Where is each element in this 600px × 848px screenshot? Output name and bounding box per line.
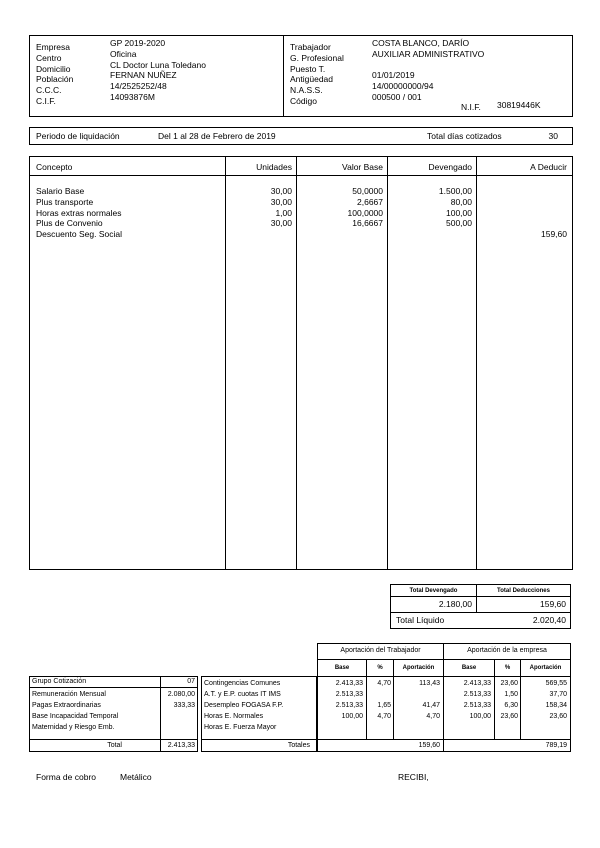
total-accrued-value: 2.180,00 (438, 599, 472, 609)
worker-amount: 41,47 (422, 702, 440, 709)
concept-deduct-value: 159,60 (541, 229, 567, 240)
concept-accrued-value: 1.500,00 (438, 186, 472, 196)
value-centro: Oficina (110, 48, 137, 59)
sub-header-company-base: Base (461, 665, 477, 671)
concept-base-value: 2,6667 (357, 196, 383, 207)
concept-deduct-value (477, 186, 567, 197)
concept-unit: 30,00 (270, 218, 292, 229)
company-base (444, 722, 491, 733)
header-unidades: Unidades (256, 162, 292, 172)
value-poblacion: FERNAN NUÑEZ (110, 70, 177, 81)
value-nass: 14/00000000/94 (372, 81, 434, 92)
left-row-label: Maternidad y Riesgo Emb. (32, 724, 115, 731)
concept-accrued-value: 100,00 (446, 207, 472, 218)
concept-unit: 1,00 (275, 207, 292, 218)
concept-base-value: 100,0000 (347, 207, 383, 218)
left-row-value: 333,33 (173, 702, 195, 709)
concept-unit (226, 229, 292, 240)
company-amount: 158,34 (545, 702, 567, 709)
value-trabajador: COSTA BLANCO, DARÍO (372, 38, 470, 48)
worker-pct: 4,70 (377, 680, 391, 687)
totales-label: Totales (287, 742, 310, 749)
value-antiguedad: 01/01/2019 (372, 70, 415, 81)
worker-pct (367, 722, 391, 733)
concept-accrued-value: 500,00 (446, 218, 472, 229)
concept-deduct-value (477, 218, 567, 229)
left-row-label: Remuneración Mensual (32, 691, 106, 698)
contribution-left-values (161, 689, 195, 733)
company-amount: 23,60 (549, 713, 567, 720)
net-value: 2.020,40 (532, 615, 566, 625)
concept-name: Plus transporte (36, 196, 94, 207)
value-puesto (372, 60, 484, 71)
worker-pct: 4,70 (377, 713, 391, 720)
company-pct: 23,60 (500, 680, 518, 687)
concept-name: Descuento Seg. Social (36, 229, 122, 240)
sub-header-company-pct: % (504, 665, 511, 671)
value-cif: 14093876M (110, 91, 155, 102)
payment-label: Forma de cobro (36, 772, 96, 782)
nif-label: N.I.F. (461, 102, 481, 112)
contributions-line-1 (317, 659, 571, 660)
contingency-label: A.T. y E.P. cuotas IT IMS (204, 691, 281, 698)
contingency-label: Desempleo FOGASA F.P. (204, 702, 284, 709)
company-amount-col (521, 678, 567, 733)
days-label: Total días cotizados (427, 131, 502, 141)
left-row-value (161, 711, 195, 722)
concepts-header-line (29, 175, 573, 176)
concept-deduct (477, 186, 567, 240)
concept-unit: 30,00 (270, 186, 292, 196)
worker-base: 2.513,33 (335, 702, 363, 709)
net-label: Total Líquido (396, 615, 445, 625)
label-grupo-profesional: G. Profesional (290, 52, 344, 63)
label-domicilio: Domicilio (36, 63, 71, 74)
group-total-value: 2.413,33 (167, 742, 195, 749)
header-concepto: Concepto (36, 162, 73, 172)
company-pct: 1,50 (504, 691, 518, 698)
contingencies-rows (204, 678, 283, 733)
label-empresa: Empresa (36, 42, 71, 52)
contingency-label: Horas E. Fuerza Mayor (204, 724, 277, 731)
group-value: 07 (187, 678, 195, 685)
company-amount: 569,55 (545, 680, 567, 687)
concept-names (36, 186, 122, 240)
company-pct: 23,60 (500, 713, 518, 720)
concept-accrued-value: 80,00 (450, 196, 472, 207)
company-base: 2.513,33 (463, 691, 491, 698)
concept-units (226, 186, 292, 240)
worker-base: 2.513,33 (335, 691, 363, 698)
concept-base (297, 186, 383, 240)
sub-header-company-amount: Aportación (529, 665, 562, 671)
label-antiguedad: Antigüedad (290, 74, 334, 85)
concept-base-value: 16,6667 (352, 218, 383, 229)
worker-amount: 113,43 (419, 680, 440, 687)
worker-base: 100,00 (341, 713, 363, 720)
worker-amount (394, 689, 440, 700)
company-base: 2.513,33 (463, 702, 491, 709)
company-base: 100,00 (469, 713, 491, 720)
worker-base: 2.413,33 (335, 680, 363, 687)
period-label: Periodo de liquidación (36, 131, 120, 141)
header-valor-base: Valor Base (342, 162, 383, 172)
contributions-line-2 (317, 676, 571, 677)
concept-name: Plus de Convenio (36, 218, 103, 229)
concept-unit: 30,00 (270, 196, 292, 207)
worker-amount: 4,70 (426, 713, 440, 720)
group-total-label: Total (107, 742, 122, 749)
label-ccc: C.C.C. (36, 85, 62, 96)
group-label: Grupo Cotización (32, 678, 87, 685)
totals-line-2 (390, 612, 571, 613)
concept-accrued (388, 186, 472, 240)
nif-value: 30819446K (497, 100, 541, 110)
company-base-col (444, 678, 491, 733)
label-nass: N.A.S.S. (290, 85, 323, 96)
header-a-deducir: A Deducir (530, 162, 567, 172)
company-pct: 6,30 (504, 702, 518, 709)
worker-pct (367, 689, 391, 700)
concept-deduct-value (477, 197, 567, 208)
company-pct-col (495, 678, 518, 733)
sub-header-worker-base: Base (334, 665, 350, 671)
payment-value: Metálico (120, 772, 152, 782)
header-divider (283, 35, 284, 117)
label-cif: C.I.F. (36, 95, 56, 106)
worker-base (318, 722, 363, 733)
contribution-left-rows (32, 689, 118, 733)
contingencies-line (201, 739, 317, 740)
header-right-values (372, 38, 484, 103)
label-puesto: Puesto T. (290, 63, 326, 74)
company-base: 2.413,33 (463, 680, 491, 687)
concept-accrued-value (388, 229, 472, 240)
concept-name: Horas extras normales (36, 207, 122, 218)
company-amount: 37,70 (549, 691, 567, 698)
total-accrued-label: Total Devengado (409, 588, 458, 594)
company-amount (521, 722, 567, 733)
worker-base-col (318, 678, 363, 733)
concept-base-value (297, 229, 383, 240)
value-empresa: GP 2019-2020 (110, 38, 166, 48)
label-codigo: Código (290, 95, 317, 106)
concept-deduct-value (477, 208, 567, 219)
label-poblacion: Población (36, 74, 74, 85)
worker-pct: 1,65 (377, 702, 391, 709)
concept-name: Salario Base (36, 186, 85, 196)
left-row-label: Base Incapacidad Temporal (32, 713, 119, 720)
company-pct (495, 722, 518, 733)
left-row-value (161, 722, 195, 733)
header-left-values (110, 38, 206, 103)
header-right-labels (290, 42, 344, 107)
header-left-labels (36, 42, 73, 107)
header-devengado: Devengado (428, 162, 472, 172)
worker-amount (394, 722, 440, 733)
company-total: 789,19 (545, 742, 567, 749)
left-row-value: 2.080,00 (167, 691, 195, 698)
value-codigo: 000500 / 001 (372, 91, 422, 102)
sub-header-worker-amount: Aportación (402, 665, 435, 671)
value-domicilio: CL Doctor Luna Toledano (110, 59, 206, 70)
total-deductions-value: 159,60 (540, 599, 566, 609)
group-line-2 (29, 739, 198, 740)
worker-header: Aportación del Trabajador (340, 647, 421, 654)
period-value: Del 1 al 28 de Febrero de 2019 (158, 131, 276, 141)
receipt-label: RECIBI, (398, 772, 429, 782)
label-centro: Centro (36, 52, 62, 63)
worker-total: 159,60 (418, 742, 440, 749)
left-row-label: Pagas Extraordinarias (32, 702, 101, 709)
company-header: Aportación de la empresa (467, 647, 547, 654)
contingency-label: Horas E. Normales (204, 713, 264, 720)
contingency-label: Contingencias Comunes (204, 680, 281, 687)
worker-amount-col (394, 678, 440, 733)
label-trabajador: Trabajador (290, 42, 331, 52)
days-value: 30 (548, 131, 558, 141)
value-ccc: 14/2525252/48 (110, 81, 167, 92)
contributions-line-3 (317, 739, 571, 740)
worker-pct-col (367, 678, 391, 733)
sub-header-worker-pct: % (377, 665, 383, 671)
concept-base-value: 50,0000 (352, 186, 383, 196)
total-deductions-label: Total Deducciones (497, 588, 550, 594)
value-grupo-profesional: AUXILIAR ADMINISTRATIVO (372, 48, 485, 59)
